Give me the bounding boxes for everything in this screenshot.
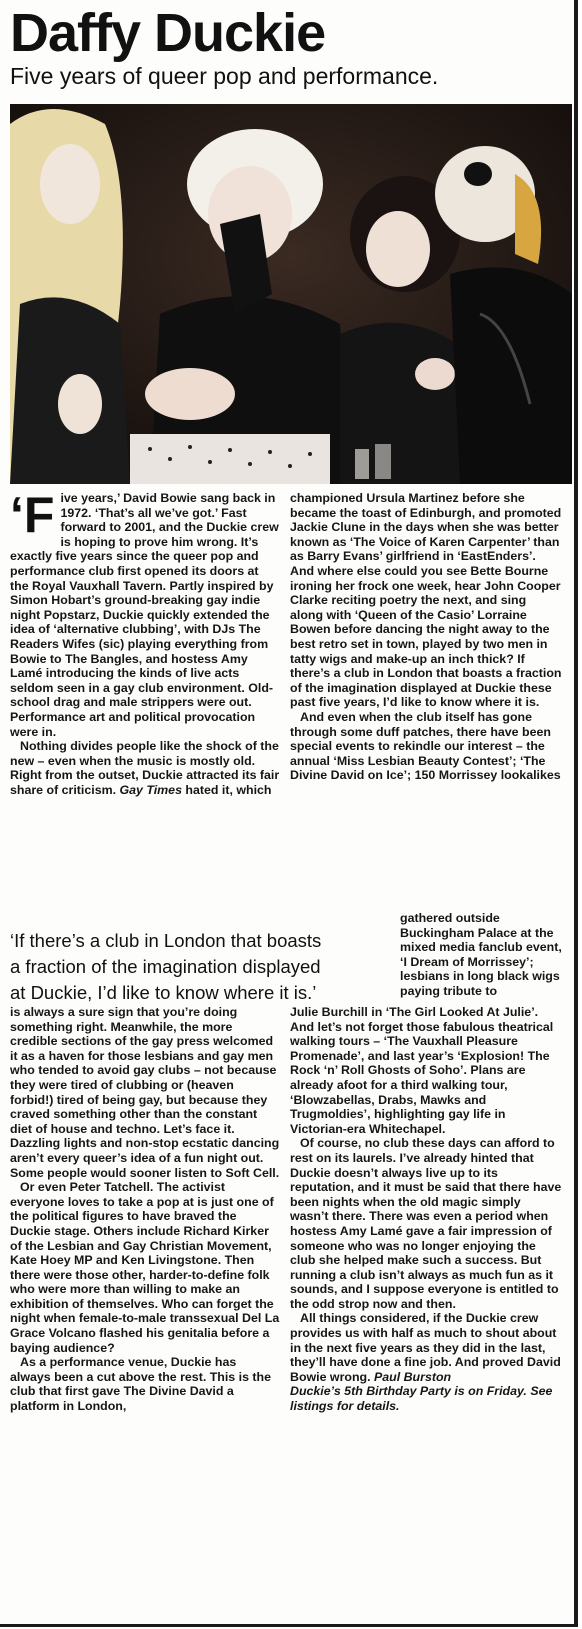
byline: Paul Burston	[374, 1369, 452, 1384]
paragraph: And even when the club itself has gone through some duff patches, there have been special events to rekindle our interest – the annual ‘Miss Lesbian Beauty Contest’; ‘The Divine David on Ice’; 150 Morrissey lookalikes	[290, 709, 561, 783]
paragraph: ‘F ive years,’ David Bowie sang back in 1972. ‘That’s all we’ve got.’ Fast forward to 2001, and the Duckie crew is hoping to prove him wrong. It’s exactly five years since the queer pop and performance club first opened its doors at the Royal Vauxhall Tavern. Partly inspired by Simon Hobart’s ground-breaking gay indie night Popstarz, Duckie quickly extended the idea of ‘alternative clubbing’, with DJs The Readers Wifes (sic) playing everything from Bowie to The Bangles, and hostess Amy Lamé introducing the kinds of live acts seldom seen in a gay club environment. Old-school drag and male strippers were out. Performance art and political provocation were in.	[10, 487, 279, 739]
article-column-1	[10, 487, 280, 797]
article-column-3	[10, 1005, 280, 1414]
paragraph: Nothing divides people like the shock of the new – even when the music is mostly old. Right from the outset, Duckie attracted its fair share of criticism. Gay Times hated it, which	[10, 739, 280, 797]
photo	[10, 104, 572, 484]
photo-illustration	[10, 104, 572, 484]
paragraph: Or even Peter Tatchell. The activist everyone loves to take a pop at is just one of the political figures to have braved the Duckie stage. Others include Richard Kirker of the Lesbian and Gay Christian Movement, Kate Hoey MP and Ken Livingstone. Then there were those other, harder-to-define folk who were more than willing to make an exhibition of themselves. Who can forget the night when female-to-male transsexual Del La Grace Volcano flashed his genitalia before a baying audience?	[10, 1180, 280, 1355]
paragraph: As a performance venue, Duckie has always been a cut above the rest. This is the club that first gave The Divine David a platform in London,	[10, 1355, 271, 1414]
article-title: Daffy Duckie	[10, 3, 326, 63]
event-note: Duckie’s 5th Birthday Party is on Friday. See listings for details.	[290, 1384, 553, 1414]
article-column-2	[290, 491, 562, 783]
paragraph: Julie Burchill in ‘The Girl Looked At Julie’. And let’s not forget those fabulous theatrical walking tours – ‘The Vauxhall Pleasure Promenade’, and last year’s ‘Explosion! The Rock ‘n’ Roll Ghosts of Soho’. Plans are already afoot for a third walking tour, ‘Blowzabellas, Drabs, Mawks and Trugmoldies’, highlighting gay life in Victorian-era Whitechapel.	[290, 1005, 554, 1136]
paragraph: All things considered, if the Duckie crew provides us with half as much to shout about in the next five years as they did in the last, they’ll have done a fine job. And proved David Bowie wrong. Paul Burston	[290, 1311, 561, 1384]
paragraph: gathered outside Buckingham Palace at the mixed media fanclub event, ‘I Dream of Morrissey’; lesbians in long black wigs paying tribute to	[400, 911, 562, 998]
pull-quote-line: a fraction of the imagination displayed	[10, 956, 321, 977]
article-subtitle: Five years of queer pop and performance.	[10, 63, 439, 89]
paragraph: championed Ursula Martinez before she became the toast of Edinburgh, and promoted Jackie Clune in the days when she was better known as ‘The Voice of Karen Carpenter’ than as Barry Evans’ girlfriend in ‘EastEnders’. And where else could you see Bette Bourne ironing her frock one week, hear John Cooper Clarke reciting poetry the next, and sing along with ‘Queen of the Casio’ Lorraine Bowen before dancing the night away to the best retro set in town, played by two men in tatty wigs and make-up an inch thick? If there’s a club in London that boasts a fraction of the imagination displayed at Duckie these past five years, I’d like to know where it is.	[290, 491, 562, 710]
article-column-2-narrow	[400, 911, 562, 999]
paragraph: Of course, no club these days can afford to rest on its laurels. I’ve already hinted that Duckie doesn’t always live up to its reputation, and it must be said that there have been nights when the old magic simply wasn’t there. There was even a period when hostess Amy Lamé gave a fair impression of someone who was no longer enjoying the club she helped make such a success. But running a club isn’t always as much fun as it sounds, and I suppose everyone is entitled to the odd strop now and then.	[290, 1136, 562, 1311]
pull-quote-line: ‘If there’s a club in London that boasts	[10, 930, 322, 951]
pull-quote-line: at Duckie, I’d like to know where it is.’	[10, 982, 317, 1003]
pull-quote	[10, 928, 390, 1006]
drop-cap: ‘F	[10, 487, 55, 543]
article-column-4	[290, 1005, 562, 1414]
publication-name: Gay Times	[119, 782, 182, 797]
paragraph: is always a sure sign that you’re doing something right. Meanwhile, the more credible sections of the gay press welcomed it as a haven for those lesbians and gay men who tended to avoid gay clubs – not because they were tired of clubbing or (heaven forbid!) tired of being gay, but because they craved something other than the constant diet of house and techno. Let’s face it. Dazzling lights and non-stop ecstatic dancing aren’t every queer’s idea of a fun night out. Some people would sooner listen to Soft Cell.	[10, 1005, 280, 1180]
